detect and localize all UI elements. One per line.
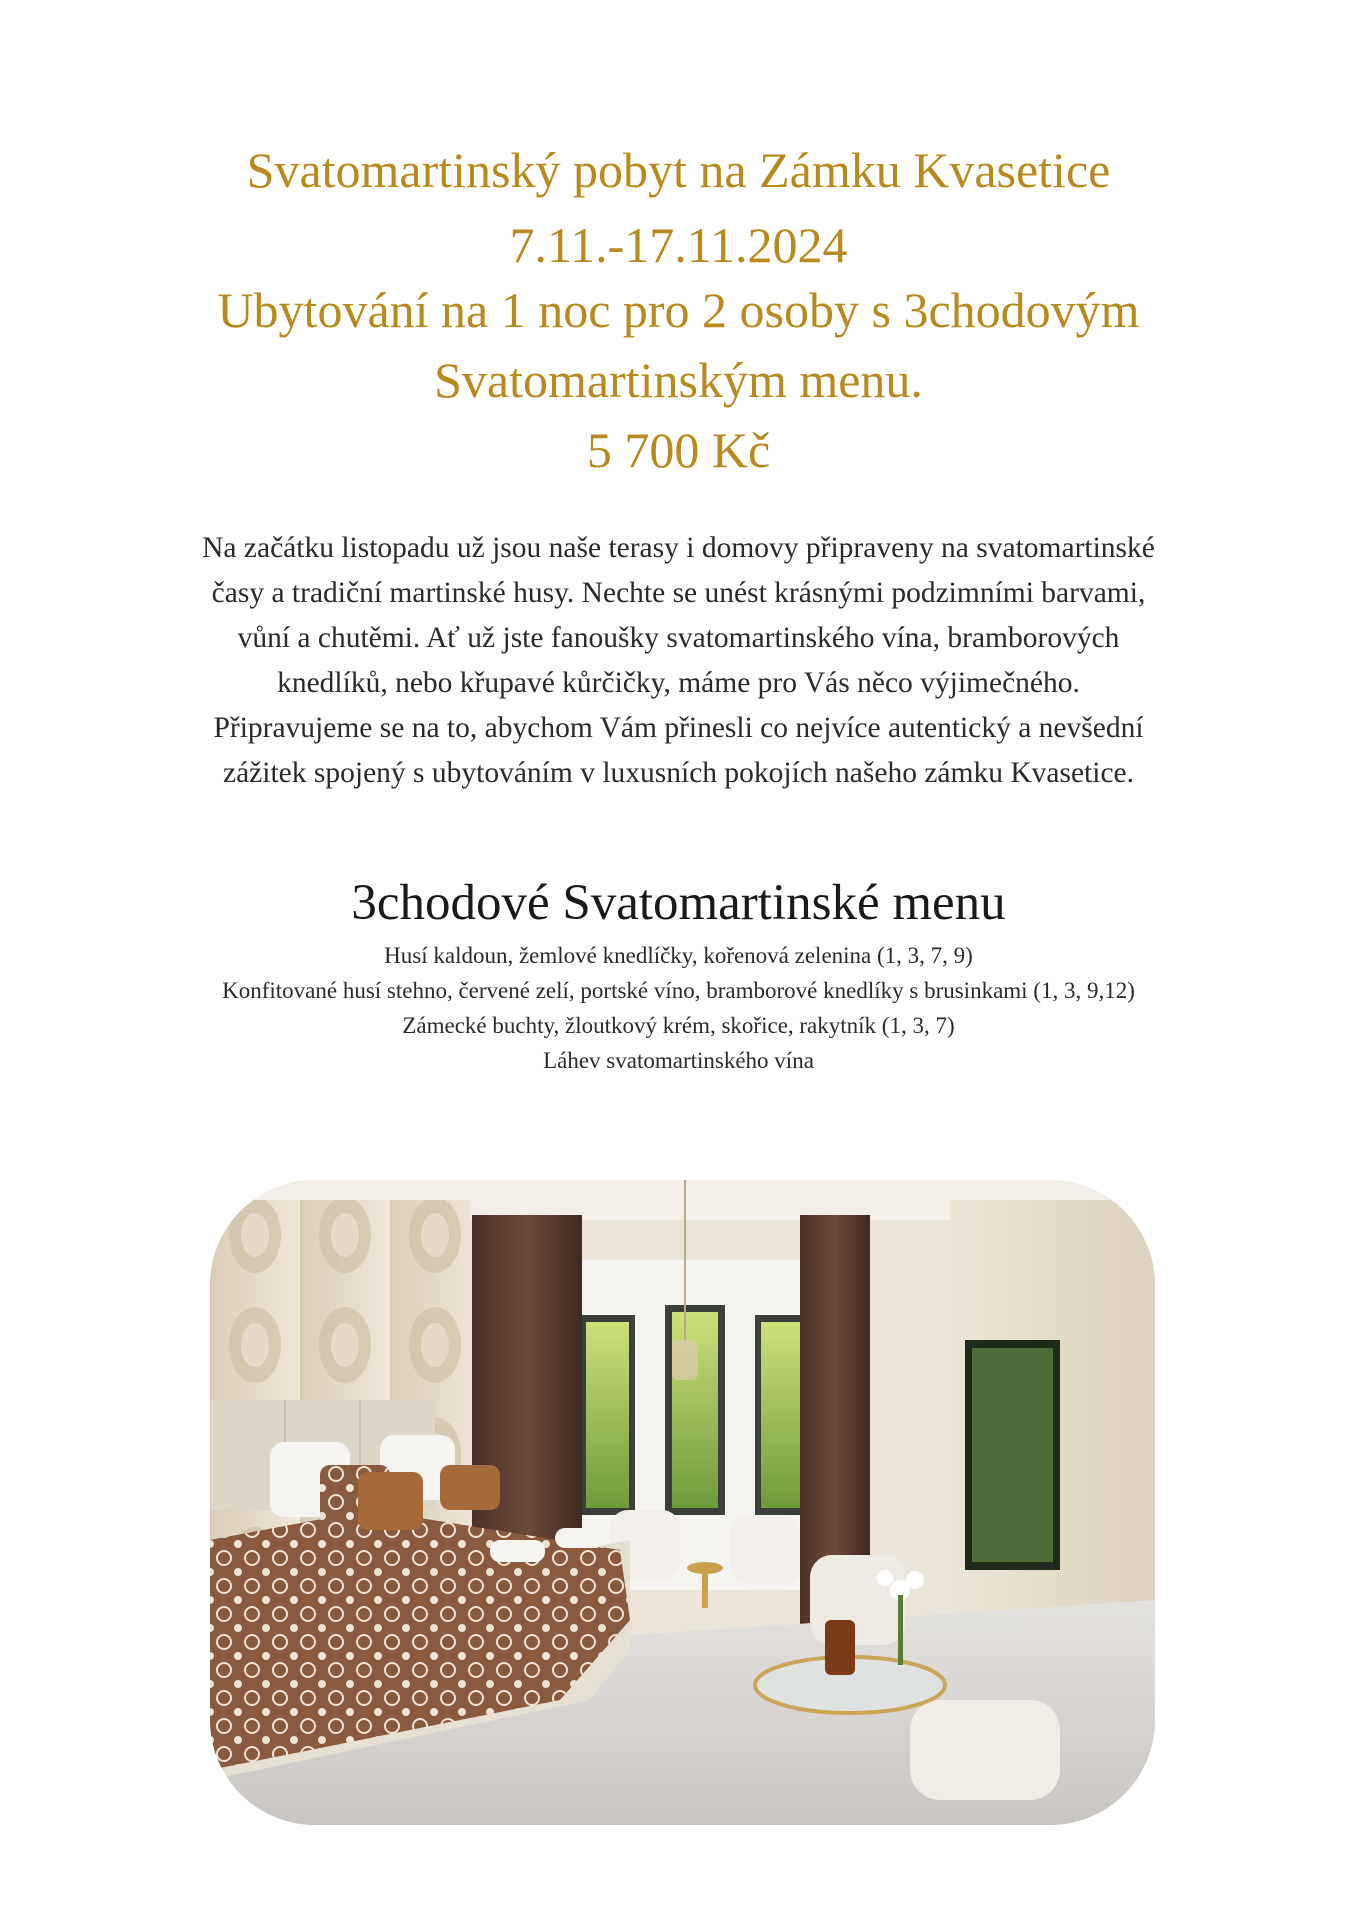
intro-line: vůní a chutěmi. Ať už jste fanoušky svatomartinského vína, bramborových	[237, 622, 1120, 654]
offer-title: Svatomartinský pobyt na Zámku Kvasetice	[246, 142, 1111, 198]
menu-item: Konfitované husí stehno, červené zelí, portské víno, bramborové knedlíky s brusinkami (1, 3, 9,12)	[222, 978, 1135, 1003]
offer-price: 5 700 Kč	[586, 422, 771, 478]
intro-line: časy a tradiční martinské husy. Nechte se unést krásnými podzimními barvami,	[211, 577, 1146, 609]
intro-line: knedlíků, nebo křupavé kůrčičky, máme pro Vás něco výjimečného.	[277, 667, 1080, 699]
intro-line: Na začátku listopadu už jsou naše terasy i domovy připraveny na svatomartinské	[202, 532, 1155, 564]
intro-line: zážitek spojený s ubytováním v luxusních pokojích našeho zámku Kvasetice.	[223, 757, 1134, 789]
intro-line: Připravujeme se na to, abychom Vám přinesli co nejvíce autentický a nevšední	[213, 712, 1144, 744]
offer-dates: 7.11.-17.11.2024	[509, 217, 848, 273]
offer-description-line-1: Ubytování na 1 noc pro 2 osoby s 3chodovým	[217, 282, 1140, 338]
menu-item: Láhev svatomartinského vína	[543, 1048, 814, 1073]
menu-title: 3chodové Svatomartinské menu	[351, 875, 1006, 931]
offer-description-line-2: Svatomartinským menu.	[434, 352, 923, 408]
bedroom-photo	[210, 1180, 1155, 1825]
menu-item: Zámecké buchty, žloutkový krém, skořice, rakytník (1, 3, 7)	[402, 1013, 955, 1038]
menu-item: Husí kaldoun, žemlové knedlíčky, kořenová zelenina (1, 3, 7, 9)	[384, 943, 973, 968]
